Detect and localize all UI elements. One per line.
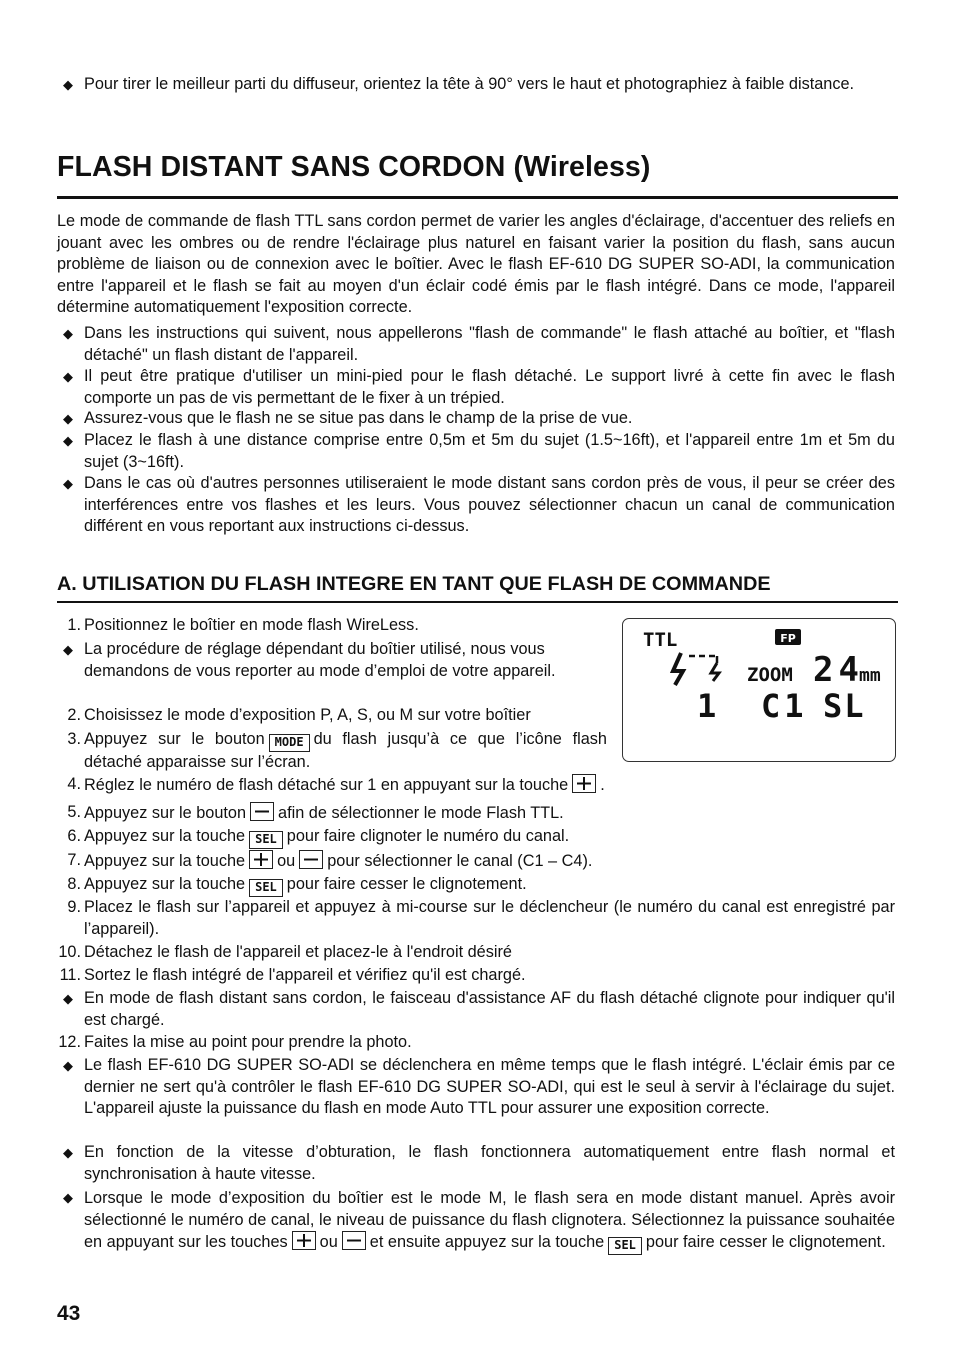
lcd-zoom-label: ZOOM xyxy=(747,664,793,686)
step-12-bullet-1: ◆ Le flash EF-610 DG SUPER SO-ADI se déclenchera en même temps que le flash intégré. L'éclair émis par ce dernier ne sert qu'à contrôler le flash EF-610 DG SUPER SO-ADI, qui est le seul à servir à l'éclairage du sujet. L'appareil ajuste la puissance du flash en mode Auto TTL pour assurer une exposition correcte. xyxy=(63,1056,895,1117)
lcd-channel: C1 xyxy=(761,687,808,725)
page-number: 43 xyxy=(57,1302,81,1325)
step-11-bullet: ◆ En mode de flash distant sans cordon, le faisceau d'assistance AF du flash détaché clignote pour indiquer qu'il est chargé. xyxy=(63,989,895,1029)
step-12-bullet-2: ◆ En fonction de la vitesse d’obturation, le flash fonctionnera automatiquement entre flash normal et synchronisation à haute vitesse. xyxy=(63,1143,895,1183)
step-12: 12. Faites la mise au point pour prendre la photo. xyxy=(58,1033,412,1051)
bullet-glyph: ◆ xyxy=(63,77,73,92)
lcd-slave: SL xyxy=(823,687,866,725)
intro-bullet-1: ◆ Dans les instructions qui suivent, nous appellerons "flash de commande" le flash attaché au boîtier, et "flash détaché" un flash distant de l'appareil. xyxy=(63,324,895,364)
plus-key-icon xyxy=(249,850,273,869)
section-a-title: A. UTILISATION DU FLASH INTEGRE EN TANT QUE FLASH DE COMMANDE xyxy=(57,573,771,595)
step-8: 8. Appuyez sur la touche SEL pour faire cesser le clignotement. xyxy=(57,874,895,897)
intro-bullet-2: ◆ Il peut être pratique d'utiliser un mini-pied pour le flash détaché. Le support livré à cette fin avec le flash comporte un pas de vis permettant de le fixer à un trépied. xyxy=(63,367,895,407)
intro-bullet-4: ◆ Placez le flash à une distance comprise entre 0,5m et 5m du sujet (1.5~16ft), et l'appareil entre 1m et 5m du sujet (3~16ft). xyxy=(63,431,895,471)
sel-key: SEL xyxy=(249,879,283,897)
lcd-svg xyxy=(623,619,895,761)
wireless-flash-icon xyxy=(673,653,683,685)
lcd-fp-label: FP xyxy=(780,632,796,645)
intro-bullet-3: ◆ Assurez-vous que le flash ne se situe pas dans le champ de la prise de vue. xyxy=(63,409,633,427)
lcd-display xyxy=(622,618,896,762)
step-6: 6. Appuyez sur la touche SEL pour faire clignoter le numéro du canal. xyxy=(57,826,895,849)
plus-key-icon xyxy=(572,774,596,793)
lcd-flash-number: 1 xyxy=(697,687,717,725)
intro-bullet-5: ◆ Dans le cas où d'autres personnes utiliseraient le mode distant sans cordon près de vous, il peur se créer des interférences entre vos flashes et les leurs. Vous pouvez sélectionner chacun un canal de communication différent en vous reportant aux instructions ci-dessus. xyxy=(63,474,895,535)
title-rule xyxy=(57,196,898,199)
step-11: 11. Sortez le flash intégré de l'appareil et vérifiez qu'il est chargé. xyxy=(59,966,526,984)
step-1-bullet: ◆ La procédure de réglage dépendant du boîtier utilisé, nous vous demandons de vous reporter au mode d’emploi de votre appareil. xyxy=(63,640,556,680)
minus-key-icon xyxy=(299,850,323,869)
top-bullet-text: Pour tirer le meilleur parti du diffuseur, orientez la tête à 90° vers le haut et photographiez à faible distance. xyxy=(84,75,855,93)
minus-key-icon xyxy=(342,1231,366,1250)
section-a-rule xyxy=(57,601,898,603)
step-4: 4. Réglez le numéro de flash détaché sur 1 en appuyant sur la touche . xyxy=(67,775,605,794)
wireless-signal-icon xyxy=(689,656,719,681)
step-12-bullet-3: ◆ Lorsque le mode d’exposition du boîtier est le mode M, le flash sera en mode distant manuel. Après avoir sélectionné le numéro de canal, le niveau de puissance du flash clignotera. Sélectionnez la puissance souhaitée en appuyant sur les touches ou et ensuite appuyez sur la touche SEL pour faire cesser le clignotement. xyxy=(57,1187,895,1255)
sel-key: SEL xyxy=(249,831,283,849)
step-1: 1. Positionnez le boîtier en mode flash WireLess. xyxy=(67,616,419,634)
step-7: 7. Appuyez sur la touche ou pour sélectionner le canal (C1 – C4). xyxy=(67,851,593,870)
sel-key: SEL xyxy=(608,1237,642,1255)
intro-paragraph: Le mode de commande de flash TTL sans cordon permet de varier les angles d'éclairage, d'accentuer des reliefs en jouant avec les ombres ou de rendre l'éclairage plus naturel en faisant varier la position du flash, sans aucun problème de liaison ou de connexion avec le boîtier. Avec le flash EF-610 DG SUPER SO-ADI, la communication entre l'appareil et le flash se fait au moyen d'un éclair codé émis par le flash intégré. Dans ce mode, l'appareil détermine automatiquement l'exposition correcte. xyxy=(57,212,895,316)
page-title: FLASH DISTANT SANS CORDON (Wireless) xyxy=(57,151,651,183)
step-10: 10. Détachez le flash de l'appareil et placez-le à l'endroit désiré xyxy=(58,943,512,961)
step-9: 9. Placez le flash sur l’appareil et appuyez à mi-course sur le déclencheur (le numéro du canal est enregistré par l’appareil). xyxy=(67,898,895,938)
top-bullet xyxy=(57,74,895,96)
lcd-ttl-label: TTL xyxy=(643,629,678,651)
step-3: 3. Appuyez sur le bouton MODE du flash jusqu’à ce que l’icône flash détaché apparaisse sur l’écran. xyxy=(67,730,607,771)
step-5: 5. Appuyez sur le bouton afin de sélectionner le mode Flash TTL. xyxy=(67,803,564,822)
plus-key-icon xyxy=(292,1231,316,1250)
minus-key-icon xyxy=(250,802,274,821)
mode-key: MODE xyxy=(269,734,310,752)
lcd-zoom-value: 24 xyxy=(813,650,859,690)
lcd-unit-label: mm xyxy=(859,665,881,686)
step-2: 2. Choisissez le mode d’exposition P, A, S, ou M sur votre boîtier xyxy=(67,706,531,724)
